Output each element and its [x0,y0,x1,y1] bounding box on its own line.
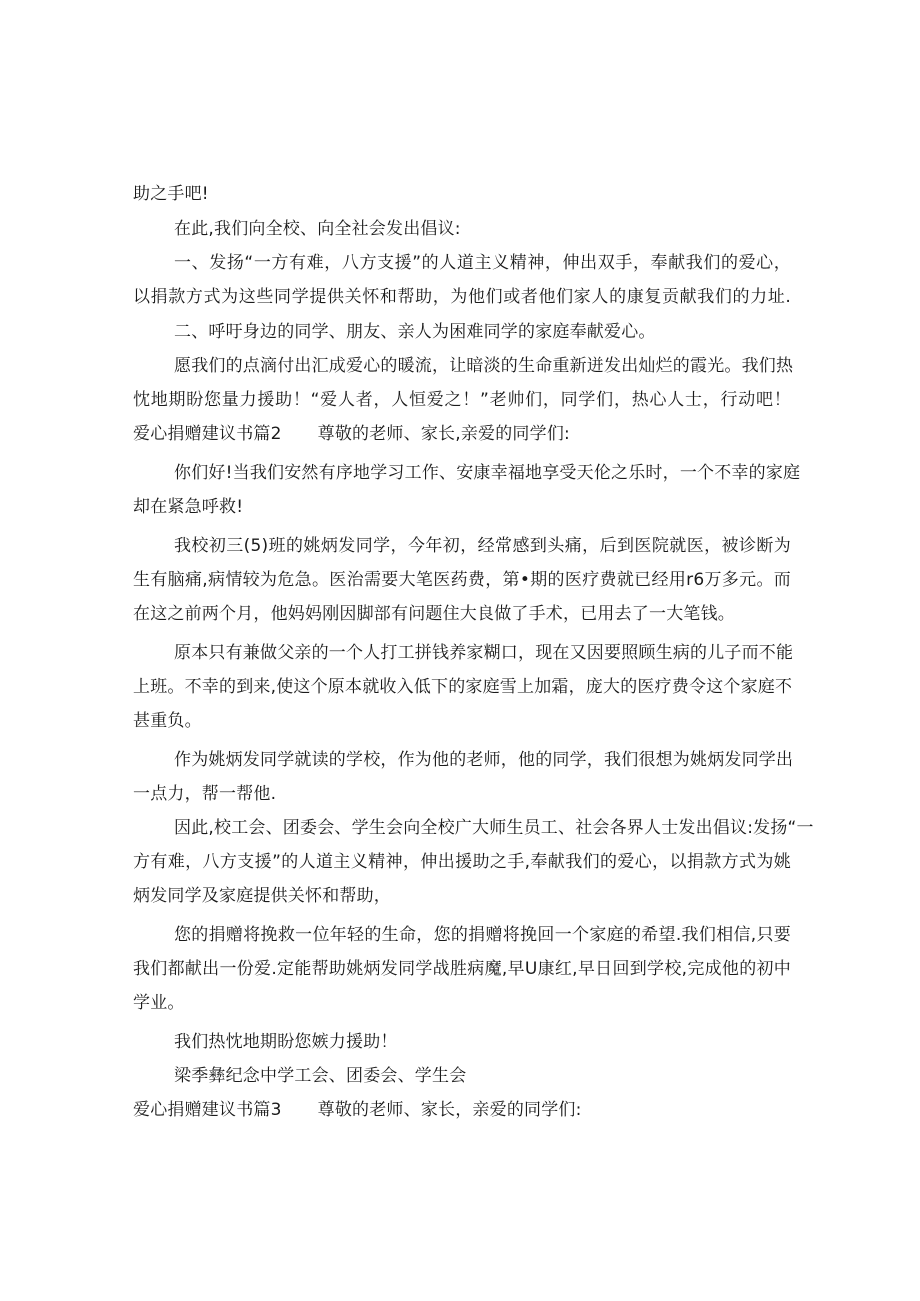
salutation: 尊敬的老师、家长，亲爱的同学们: [317,1100,582,1120]
paragraph-line: 方有难，八方支援”的人道主义精神，伸出援助之手,奉献我们的爱心，以捐款方式为姚 [133,852,791,872]
signature-line: 梁季彝纪念中学工会、团委会、学生会 [174,1066,467,1086]
paragraph-line: 忱地期盼您量力援助！“爱人者，人恒爱之！”老帅们，同学们，热心人士，行动吧！ [133,390,791,410]
paragraph-line: 助之手吧! [133,184,209,204]
paragraph-line: 愿我们的点滴付出汇成爱心的暖流，让暗淡的生命重新迸发出灿烂的霞光。我们热 [174,356,794,376]
paragraph-line: 上班。不幸的到来,使这个原本就收入低下的家庭雪上加霜，庞大的医疗费令这个家庭不 [133,677,793,697]
section-heading: 爱心捐赠建议书篇3 [133,1100,282,1120]
paragraph-line: 一、发扬“一方有难，八方支援”的人道主义精神，伸出双手，奉献我们的爱心， [174,253,791,273]
section-heading-line [133,423,570,445]
section-heading: 爱心捐赠建议书篇2 [133,424,282,444]
paragraph-line: 二、呼吁身边的同学、朋友、亲人为困难同学的家庭奉献爱心。 [174,322,656,342]
paragraph-line: 因此,校工会、团委会、学生会向全校广大师生员工、社会各界人士发出倡议:发扬“一 [174,818,814,838]
paragraph-line: 生有脑痛,病情较为危急。医治需要大笔医药费，第•期的医疗费就已经用r6万多元。而 [133,570,791,590]
paragraph-line: 甚重负。 [133,711,202,731]
section-heading-line [133,1099,582,1121]
paragraph-line: 在这之前两个月，他妈妈刚因脚部有问题住大良做了手术，已用去了一大笔钱。 [133,604,735,624]
paragraph-line: 我校初三(5)班的姚炳发同学，今年初，经常感到头痛，后到医院就医，被诊断为 [174,536,791,556]
paragraph-line: 以捐款方式为这些同学提供关怀和帮助，为他们或者他们家人的康复贡献我们的力址. [133,287,791,307]
paragraph-line: 炳发同学及家庭提供关怀和帮助， [133,886,391,906]
paragraph-line: 学业。 [133,993,185,1013]
paragraph-line: 原本只有兼做父亲的一个人打工拼钱养家糊口，现在又因要照顾生病的儿子而不能 [174,643,794,663]
paragraph-line: 我们热忱地期盼您嫉力援助！ [174,1032,398,1052]
paragraph-line: 作为姚炳发同学就读的学校，作为他的老师，他的同学，我们很想为姚炳发同学出 [174,750,794,770]
paragraph-line: 在此,我们向全校、向全社会发出倡议: [174,219,461,239]
paragraph-line: 您的捐赠将挽救一位年轻的生命，您的捐赠将挽回一个家庭的希望.我们相信,只要 [174,925,791,945]
paragraph-line: 我们都献出一份爱.定能帮助姚炳发同学战胜病魔,早U康红,早日回到学校,完成他的初中 [133,959,791,979]
salutation: 尊敬的老师、家长,亲爱的同学们: [317,424,570,444]
paragraph-line: 却在紧急呼救! [133,497,244,517]
paragraph-line: 你们好!当我们安然有序地学习工作、安康幸福地享受天伦之乐时，一个不幸的家庭 [174,463,801,483]
paragraph-line: 一点力，帮一帮他. [133,784,277,804]
